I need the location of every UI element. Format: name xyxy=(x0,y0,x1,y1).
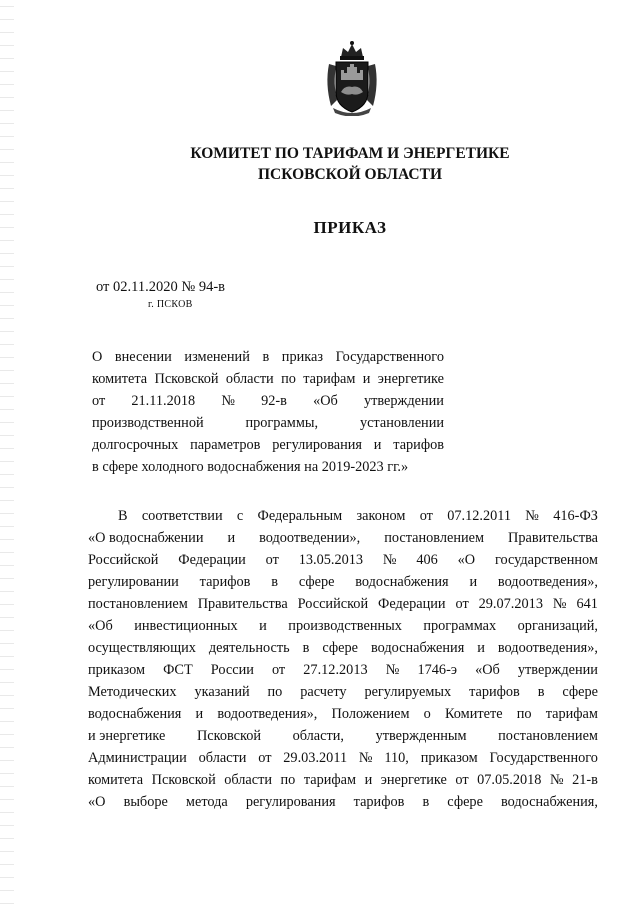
body-word: водоотведения», xyxy=(217,706,318,722)
body-word: с xyxy=(236,508,244,524)
body-word: приказом xyxy=(420,750,478,766)
subject-word: Государственного xyxy=(335,349,444,365)
subject-word: Псковской xyxy=(154,371,219,387)
body-word: постановлением xyxy=(88,596,188,612)
body-word: регулировании xyxy=(88,574,179,590)
body-word: Администрации xyxy=(88,750,187,766)
body-word: сфере xyxy=(447,794,483,810)
body-word: законом xyxy=(356,508,406,524)
subject-word: установлении xyxy=(359,415,444,431)
body-word: и xyxy=(259,618,267,634)
body-word: соответствии xyxy=(141,508,223,524)
body-word: Положением xyxy=(331,706,410,722)
subject-word: и xyxy=(373,437,382,453)
body-word: выборе xyxy=(123,794,168,810)
body-word: 29.03.2011 xyxy=(283,750,348,766)
body-word: Псковской xyxy=(196,728,262,744)
body-word: водоотведения», xyxy=(497,574,598,590)
body-line xyxy=(88,549,598,571)
body-word: водоснабжения, xyxy=(501,794,598,810)
body-word: программах xyxy=(423,618,497,634)
body-word: области xyxy=(198,750,247,766)
organization-name xyxy=(150,143,550,185)
body-word: № xyxy=(552,596,567,612)
subject-word: тарифов xyxy=(393,437,444,453)
body-word: указаний xyxy=(194,684,250,700)
body-word: тарифам xyxy=(303,772,357,788)
subject-word: энергетике xyxy=(377,371,444,387)
document-date-number: от 02.11.2020 № 94-в xyxy=(96,279,225,295)
subject-word: № xyxy=(221,393,235,409)
body-word: расчету xyxy=(300,684,347,700)
body-word: Методических xyxy=(88,684,177,700)
body-word: В xyxy=(118,508,128,524)
body-word: от xyxy=(265,552,279,568)
subject-word: 21.11.2018 xyxy=(131,393,196,409)
body-word: тарифов xyxy=(353,794,405,810)
organization-line-2: ПСКОВСКОЙ ОБЛАСТИ xyxy=(257,166,442,183)
body-word: по xyxy=(280,772,296,788)
body-word: Государственного xyxy=(489,750,598,766)
body-word: № xyxy=(525,508,539,524)
body-word: и xyxy=(469,574,478,590)
body-word: в xyxy=(271,574,278,590)
body-line xyxy=(88,615,598,637)
subject-word: «Об xyxy=(313,393,338,409)
subject-line xyxy=(92,368,444,390)
body-word: 406 xyxy=(416,552,438,568)
body-word: Федерации xyxy=(178,552,246,568)
body-word: в xyxy=(302,640,310,656)
body-word: приказом xyxy=(88,662,146,678)
body-word: тарифам xyxy=(545,706,598,722)
subject-word: О xyxy=(92,349,103,365)
subject-word: от xyxy=(92,393,106,409)
subject-word: области xyxy=(225,371,274,387)
body-word: № xyxy=(385,662,400,678)
body-word: в xyxy=(422,794,430,810)
body-word: и энергетике xyxy=(88,728,166,744)
body-word: сфере xyxy=(562,684,598,700)
subject-word: параметров xyxy=(190,437,261,453)
body-line xyxy=(88,769,598,791)
body-word: регулируемых xyxy=(364,684,452,700)
organization-line-1: КОМИТЕТ ПО ТАРИФАМ И ЭНЕРГЕТИКЕ xyxy=(190,145,510,162)
document-type: ПРИКАЗ xyxy=(313,218,387,237)
body-line xyxy=(88,725,598,747)
body-word: комитета xyxy=(88,772,144,788)
subject-word: утверждении xyxy=(363,393,444,409)
body-word: и xyxy=(477,640,485,656)
body-word: метода xyxy=(185,794,228,810)
body-word: от xyxy=(455,596,469,612)
body-word: от xyxy=(258,750,272,766)
body-word: тарифов xyxy=(199,574,251,590)
subject-line xyxy=(92,346,444,368)
body-word: утвержденным xyxy=(375,728,467,744)
body-word: водоснабжения xyxy=(88,706,182,722)
body-line xyxy=(88,505,598,527)
subject-word: и xyxy=(362,371,371,387)
body-word: Федеральным xyxy=(257,508,343,524)
body-word: 641 xyxy=(576,596,598,612)
subject-line xyxy=(92,390,444,412)
body-line xyxy=(88,637,598,659)
body-word: 27.12.2013 xyxy=(303,662,368,678)
subject-line xyxy=(92,434,444,456)
body-word: 07.12.2011 xyxy=(447,508,512,524)
body-text xyxy=(88,505,598,813)
body-word: 21-в xyxy=(572,772,598,788)
body-word: государственном xyxy=(494,552,598,568)
body-word: области xyxy=(224,772,273,788)
body-word: № xyxy=(382,552,397,568)
body-word: инвестиционных xyxy=(134,618,238,634)
body-word: сфере xyxy=(298,574,335,590)
body-word: № xyxy=(549,772,564,788)
subject-word: программы, xyxy=(245,415,319,431)
body-word: и xyxy=(364,772,373,788)
scan-edge xyxy=(0,0,14,905)
body-word: Российской xyxy=(297,596,369,612)
body-word: России xyxy=(210,662,254,678)
body-word: тарифов xyxy=(469,684,520,700)
subject-word: в сфере холодного водоснабжения на 2019-2023 гг.» xyxy=(92,459,409,475)
subject-block xyxy=(92,346,444,478)
body-word: Российской xyxy=(88,552,159,568)
body-line xyxy=(88,593,598,615)
body-word: 29.07.2013 xyxy=(478,596,543,612)
body-word: о xyxy=(423,706,431,722)
subject-word: внесении xyxy=(114,349,172,365)
body-word: производственных xyxy=(288,618,402,634)
body-line xyxy=(88,659,598,681)
body-word: организаций, xyxy=(517,618,598,634)
body-word: водоснабжения xyxy=(370,640,465,656)
body-word: ФСТ xyxy=(163,662,193,678)
body-word: утверждении xyxy=(517,662,598,678)
subject-word: долгосрочных xyxy=(92,437,179,453)
body-line xyxy=(88,527,598,549)
body-word: осуществляющих xyxy=(88,640,196,656)
body-word: области, xyxy=(292,728,344,744)
body-word: регулирования xyxy=(245,794,336,810)
body-word: Комитете xyxy=(444,706,503,722)
body-word: водоотведения», xyxy=(497,640,598,656)
body-word: 110, xyxy=(384,750,409,766)
body-line xyxy=(88,571,598,593)
body-word: постановлением xyxy=(384,530,485,546)
body-word: и xyxy=(195,706,204,722)
body-word: «Об xyxy=(88,618,113,634)
body-word: «О водоснабжении xyxy=(88,530,204,546)
coat-of-arms-icon xyxy=(323,40,381,116)
subject-line xyxy=(92,456,444,478)
body-word: энергетике xyxy=(380,772,447,788)
body-word: 07.05.2018 xyxy=(477,772,542,788)
document-city: г. ПСКОВ xyxy=(148,299,193,310)
body-line xyxy=(88,681,598,703)
body-word: Федерации xyxy=(378,596,446,612)
body-word: 13.05.2013 xyxy=(298,552,364,568)
body-word: 1746-э xyxy=(417,662,457,678)
subject-word: изменений xyxy=(184,349,250,365)
body-word: водоснабжения xyxy=(355,574,449,590)
subject-word: по xyxy=(281,371,296,387)
body-line xyxy=(88,703,598,725)
body-word: водоотведении», xyxy=(259,530,361,546)
subject-word: регулирования xyxy=(272,437,362,453)
body-word: Правительства xyxy=(508,530,598,546)
body-line xyxy=(88,791,598,813)
body-word: от xyxy=(455,772,469,788)
body-word: «О xyxy=(88,794,106,810)
subject-word: комитета xyxy=(92,371,148,387)
body-word: «О xyxy=(457,552,476,568)
body-word: по xyxy=(516,706,532,722)
body-word: и xyxy=(227,530,236,546)
subject-word: в xyxy=(262,349,270,365)
body-word: № xyxy=(358,750,373,766)
subject-word: 92-в xyxy=(261,393,287,409)
body-word: в xyxy=(537,684,545,700)
subject-word: производственной xyxy=(92,415,204,431)
body-word: 416-ФЗ xyxy=(553,508,598,524)
subject-line xyxy=(92,412,444,434)
body-word: постановлением xyxy=(498,728,598,744)
body-line xyxy=(88,747,598,769)
body-word: Псковской xyxy=(151,772,216,788)
body-word: от xyxy=(271,662,286,678)
subject-word: тарифам xyxy=(303,371,356,387)
body-word: Правительства xyxy=(197,596,288,612)
subject-word: приказ xyxy=(281,349,323,365)
body-word: сфере xyxy=(322,640,358,656)
body-word: деятельность xyxy=(208,640,290,656)
body-word: от xyxy=(419,508,433,524)
body-word: «Об xyxy=(475,662,500,678)
body-word: по xyxy=(267,684,283,700)
